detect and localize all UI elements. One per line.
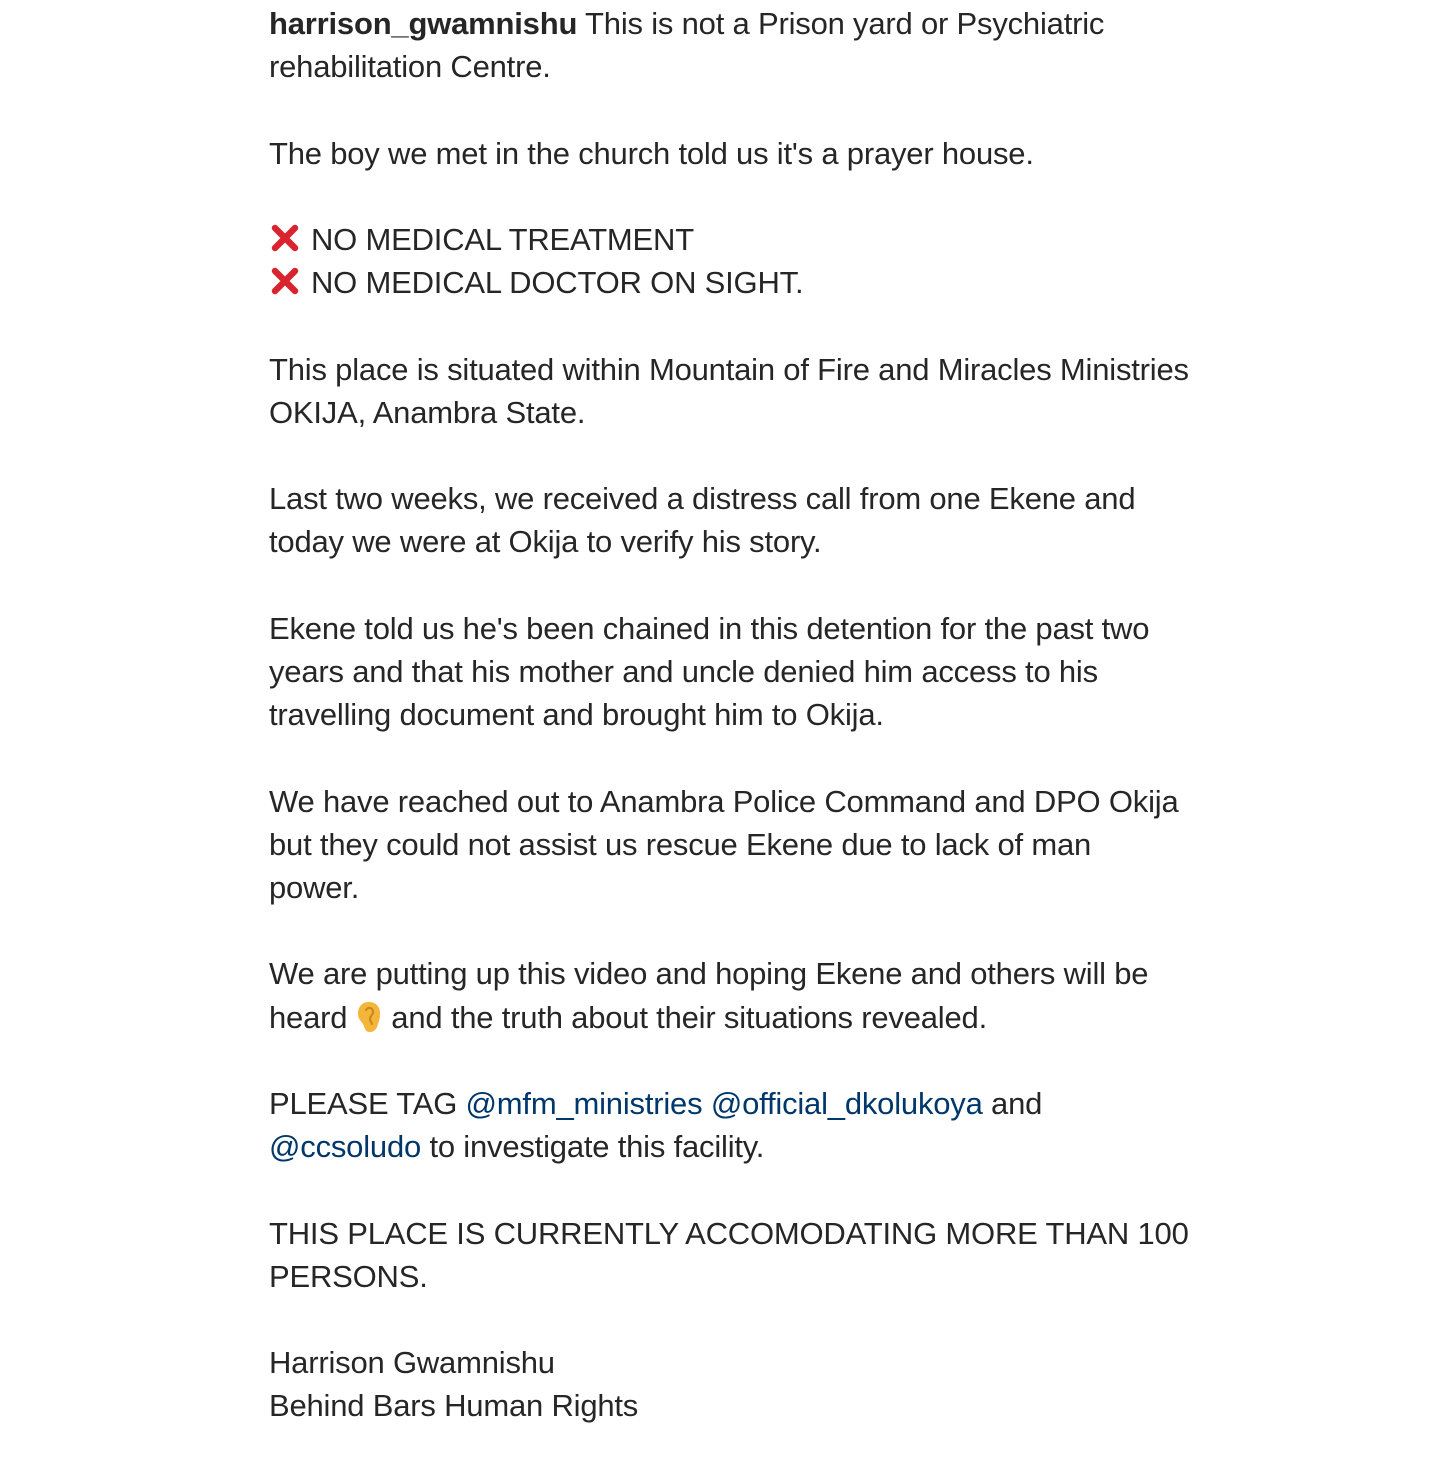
paragraph-video: [269, 952, 1189, 1038]
ear-icon: [355, 1000, 383, 1034]
checklist: [269, 218, 1189, 304]
video-text-after: and the truth about their situations revealed.: [391, 999, 987, 1035]
checklist-text: NO MEDICAL TREATMENT: [311, 221, 694, 257]
checklist-text: NO MEDICAL DOCTOR ON SIGHT.: [311, 265, 804, 301]
video-text-before: We are putting up this video and hoping Ekene and others will be heard: [269, 956, 1149, 1035]
intro-text: This is not a Prison yard or Psychiatric rehabilitation Centre.: [269, 6, 1105, 85]
paragraph-police: We have reached out to Anambra Police Command and DPO Okija but they could not assist us rescue Ekene due to lack of man power.: [269, 783, 1179, 905]
paragraph-capacity: THIS PLACE IS CURRENTLY ACCOMODATING MORE THAN 100 PERSONS.: [269, 1215, 1189, 1294]
checklist-item: [269, 261, 1189, 304]
tag-middle: and: [982, 1085, 1043, 1121]
caption-intro: [269, 2, 1189, 88]
paragraph-location: This place is situated within Mountain of Fire and Miracles Ministries OKIJA, Anambra State.: [269, 351, 1189, 430]
cross-mark-icon: [269, 222, 301, 254]
post-caption: [269, 0, 1189, 1471]
paragraph-ekene: Ekene told us he's been chained in this detention for the past two years and that his mother and uncle denied him access to his travelling document and brought him to Okija.: [269, 610, 1150, 733]
username-link[interactable]: harrison_gwamnishu: [269, 6, 578, 41]
mention-ccsoludo[interactable]: @ccsoludo: [269, 1129, 422, 1165]
checklist-item: [269, 218, 1189, 261]
tag-suffix: to investigate this facility.: [421, 1129, 765, 1165]
mention-mfm-ministries[interactable]: @mfm_ministries: [465, 1085, 703, 1121]
signature-org: Behind Bars Human Rights: [269, 1388, 639, 1424]
paragraph-distress-call: Last two weeks, we received a distress call from one Ekene and today we were at Okija to verify his story.: [269, 481, 1136, 560]
paragraph-prayer-house: The boy we met in the church told us it's a prayer house.: [269, 135, 1034, 171]
tag-prefix: PLEASE TAG: [269, 1085, 466, 1121]
mention-official-dkolukoya[interactable]: @official_dkolukoya: [710, 1085, 983, 1121]
signature-name: Harrison Gwamnishu: [269, 1345, 555, 1381]
signature: [269, 1341, 1189, 1427]
paragraph-tag: [269, 1082, 1189, 1168]
cross-mark-icon: [269, 265, 301, 297]
